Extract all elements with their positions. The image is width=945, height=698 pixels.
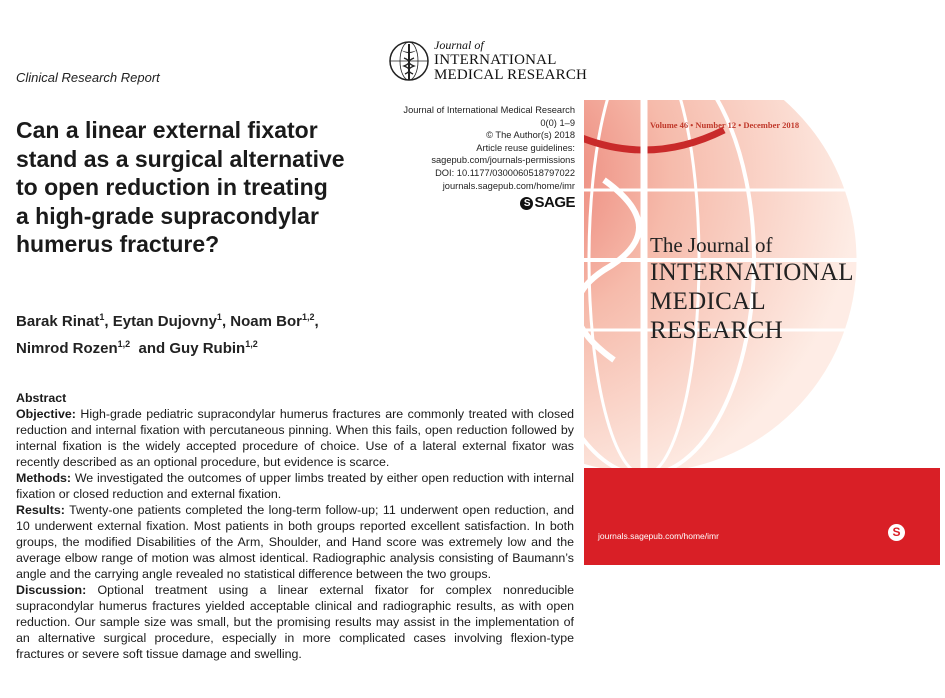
article-title — [16, 116, 386, 259]
meta-reuse: Article reuse guidelines: — [476, 142, 575, 153]
results-label: Results: — [16, 503, 65, 517]
meta-pages: 0(0) 1–9 — [540, 117, 575, 128]
author-name[interactable]: Noam Bor — [230, 313, 302, 330]
journal-logo — [388, 38, 588, 88]
cover-url[interactable]: journals.sagepub.com/home/imr — [598, 531, 719, 541]
cover-title — [650, 232, 854, 345]
discussion-text: Optional treatment using a linear external fixator for complex nonreducible supracondylar humerus fractures yielded acceptable clinical and radiographic results, as with open reduction. Our sample size was small, but the promising results may assist in the implementation of an alternative surgical procedure, especially in more complicated cases involving flexion-type fractures or severe soft tissue damage and swelling. — [16, 583, 574, 661]
logo-line-1: Journal of — [434, 38, 484, 52]
sage-logo-text: SAGE — [534, 194, 575, 211]
logo-line-3: MEDICAL RESEARCH — [434, 67, 588, 83]
logo-line-2: INTERNATIONAL — [434, 52, 557, 68]
abstract — [16, 390, 574, 662]
sage-badge-icon: S — [888, 524, 905, 541]
cover-title-line-2: INTERNATIONAL — [650, 259, 854, 286]
objective-label: Objective: — [16, 407, 76, 421]
meta-copyright: © The Author(s) 2018 — [486, 130, 575, 141]
results-text: Twenty-one patients completed the long-term follow-up; 11 underwent open reduction, and 10 underwent external fixation. Most patients in both groups reported excellent satisfaction. In both groups, the modified Disabilities of the Arm, Shoulder, and Hand score was extremely low and the average elbow range of motion was almost identical. Radiographic analysis consisting of Baumann’s angle and the carrying angle revealed no statistical difference between the two groups. — [16, 503, 575, 581]
title-line: to open reduction in treating — [16, 174, 328, 200]
author-affiliation: 1,2 — [301, 312, 315, 322]
author-affiliation: 1 — [216, 312, 222, 322]
meta-journal: Journal of International Medical Research — [403, 105, 575, 115]
author-affiliation: 1 — [99, 312, 105, 322]
report-type: Clinical Research Report — [16, 70, 160, 85]
author-name[interactable]: Guy Rubin — [169, 340, 246, 357]
journal-cover — [584, 100, 940, 565]
caduceus-globe-icon — [388, 40, 430, 82]
title-line: stand as a surgical alternative — [16, 145, 345, 172]
author-name[interactable]: Barak Rinat — [16, 313, 100, 330]
objective-text: High-grade pediatric supracondylar humerus fractures are commonly treated with closed reduction and internal fixation with percutaneous pinning. When this fails, open reduction followed by internal fixation is the widely accepted procedure of choice. Use of a lateral external fixator was recently described as an optional procedure, but evidence is scarce. — [16, 407, 574, 469]
title-line: Can a linear external fixator — [16, 117, 318, 143]
abstract-methods — [16, 470, 574, 502]
author-name[interactable]: Nimrod Rozen — [16, 340, 118, 357]
author-name[interactable]: Eytan Dujovny — [112, 313, 217, 330]
cover-title-line-4: RESEARCH — [650, 317, 783, 344]
title-line: humerus fracture? — [16, 231, 220, 257]
discussion-label: Discussion: — [16, 583, 87, 597]
meta-home-link[interactable]: journals.sagepub.com/home/imr — [442, 180, 575, 191]
author-affiliation: 1,2 — [117, 339, 131, 349]
author-affiliation: 1,2 — [245, 339, 258, 349]
abstract-heading: Abstract — [16, 391, 67, 405]
methods-label: Methods: — [16, 471, 72, 485]
cover-volume: Volume 46 • Number 12 • December 2018 — [650, 120, 800, 130]
cover-title-line-3: MEDICAL — [650, 288, 766, 315]
cover-red-band — [584, 468, 940, 565]
sage-s-icon: S — [520, 197, 533, 210]
cover-title-line-1: The Journal of — [650, 233, 773, 257]
methods-text: We investigated the outcomes of upper limbs treated by either open reduction with internal fixation or closed reduction and external fixation. — [16, 471, 574, 501]
abstract-objective — [16, 406, 574, 470]
author-list: Barak Rinat$^1$, Eytan Dujovny$^1$, Noam Bor$^{1,2}$, Nimrod Rozen$^{1,2}$ and Guy Rubin$^{1,2}$ — [16, 312, 319, 357]
title-line: a high-grade supracondylar — [16, 202, 319, 229]
sage-logo — [520, 194, 575, 211]
meta-permissions-link[interactable]: sagepub.com/journals-permissions — [431, 155, 575, 166]
abstract-discussion — [16, 582, 574, 662]
meta-doi-link[interactable]: DOI: 10.1177/0300060518797022 — [435, 167, 575, 178]
abstract-results — [16, 502, 574, 582]
